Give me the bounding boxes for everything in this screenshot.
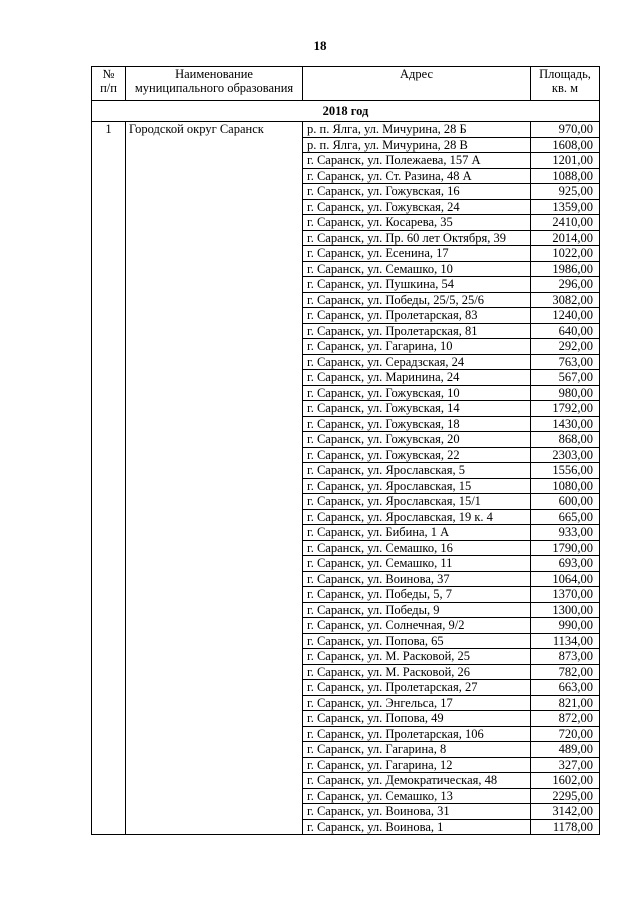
area-cell: 567,00 bbox=[531, 370, 600, 386]
table-header bbox=[92, 67, 600, 101]
area-cell: 782,00 bbox=[531, 664, 600, 680]
housing-register-table bbox=[91, 66, 600, 835]
address-cell: г. Саранск, ул. Попова, 49 bbox=[303, 711, 531, 727]
area-cell: 1064,00 bbox=[531, 571, 600, 587]
address-cell: г. Саранск, ул. Пролетарская, 83 bbox=[303, 308, 531, 324]
area-cell: 1370,00 bbox=[531, 587, 600, 603]
address-cell: г. Саранск, ул. М. Расковой, 25 bbox=[303, 649, 531, 665]
area-cell: 489,00 bbox=[531, 742, 600, 758]
area-cell: 868,00 bbox=[531, 432, 600, 448]
area-cell: 663,00 bbox=[531, 680, 600, 696]
area-cell: 665,00 bbox=[531, 509, 600, 525]
address-cell: г. Саранск, ул. Гожувская, 16 bbox=[303, 184, 531, 200]
address-cell: г. Саранск, ул. Гожувская, 10 bbox=[303, 385, 531, 401]
area-cell: 2303,00 bbox=[531, 447, 600, 463]
address-cell: г. Саранск, ул. Воинова, 1 bbox=[303, 819, 531, 835]
address-cell: г. Саранск, ул. Семашко, 11 bbox=[303, 556, 531, 572]
address-cell: г. Саранск, ул. Ярославская, 15 bbox=[303, 478, 531, 494]
area-cell: 933,00 bbox=[531, 525, 600, 541]
address-cell: г. Саранск, ул. Гагарина, 10 bbox=[303, 339, 531, 355]
area-cell: 2295,00 bbox=[531, 788, 600, 804]
address-cell: г. Саранск, ул. Демократическая, 48 bbox=[303, 773, 531, 789]
address-cell: г. Саранск, ул. Гагарина, 12 bbox=[303, 757, 531, 773]
address-cell: г. Саранск, ул. Маринина, 24 bbox=[303, 370, 531, 386]
area-cell: 821,00 bbox=[531, 695, 600, 711]
address-cell: г. Саранск, ул. Гожувская, 22 bbox=[303, 447, 531, 463]
area-cell: 720,00 bbox=[531, 726, 600, 742]
address-cell: г. Саранск, ул. Косарева, 35 bbox=[303, 215, 531, 231]
area-cell: 2410,00 bbox=[531, 215, 600, 231]
area-cell: 873,00 bbox=[531, 649, 600, 665]
area-cell: 3142,00 bbox=[531, 804, 600, 820]
address-cell: г. Саранск, ул. Серадзская, 24 bbox=[303, 354, 531, 370]
address-cell: г. Саранск, ул. Пушкина, 54 bbox=[303, 277, 531, 293]
area-cell: 1608,00 bbox=[531, 137, 600, 153]
header-address-label: Адрес bbox=[399, 67, 434, 81]
address-cell: г. Саранск, ул. Бибина, 1 А bbox=[303, 525, 531, 541]
header-area-line2: кв. м bbox=[551, 81, 579, 95]
address-cell: г. Саранск, ул. Гожувская, 24 bbox=[303, 199, 531, 215]
area-cell: 1300,00 bbox=[531, 602, 600, 618]
municipality-name: Городской округ Саранск bbox=[126, 122, 303, 835]
header-municipality bbox=[126, 67, 303, 101]
address-cell: г. Саранск, ул. Ст. Разина, 48 А bbox=[303, 168, 531, 184]
year-heading: 2018 год bbox=[92, 101, 600, 122]
area-cell: 1430,00 bbox=[531, 416, 600, 432]
address-cell: г. Саранск, ул. Ярославская, 19 к. 4 bbox=[303, 509, 531, 525]
area-cell: 1792,00 bbox=[531, 401, 600, 417]
address-cell: г. Саранск, ул. Воинова, 37 bbox=[303, 571, 531, 587]
address-cell: г. Саранск, ул. Гожувская, 18 bbox=[303, 416, 531, 432]
table-row bbox=[92, 122, 600, 138]
area-cell: 1556,00 bbox=[531, 463, 600, 479]
area-cell: 1790,00 bbox=[531, 540, 600, 556]
area-cell: 925,00 bbox=[531, 184, 600, 200]
entry-number: 1 bbox=[92, 122, 126, 835]
area-cell: 640,00 bbox=[531, 323, 600, 339]
address-cell: г. Саранск, ул. Пр. 60 лет Октября, 39 bbox=[303, 230, 531, 246]
address-cell: г. Саранск, ул. Семашко, 16 bbox=[303, 540, 531, 556]
address-cell: г. Саранск, ул. М. Расковой, 26 bbox=[303, 664, 531, 680]
header-number bbox=[92, 67, 126, 101]
area-cell: 2014,00 bbox=[531, 230, 600, 246]
address-cell: г. Саранск, ул. Пролетарская, 27 bbox=[303, 680, 531, 696]
area-cell: 1986,00 bbox=[531, 261, 600, 277]
header-municipality-line2: муниципального образования bbox=[134, 81, 294, 95]
page-number: 18 bbox=[313, 38, 327, 53]
area-cell: 1240,00 bbox=[531, 308, 600, 324]
address-cell: г. Саранск, ул. Победы, 9 bbox=[303, 602, 531, 618]
header-area-line1: Площадь, bbox=[539, 67, 591, 81]
address-cell: г. Саранск, ул. Гожувская, 20 bbox=[303, 432, 531, 448]
area-cell: 990,00 bbox=[531, 618, 600, 634]
address-cell: г. Саранск, ул. Ярославская, 15/1 bbox=[303, 494, 531, 510]
address-cell: р. п. Ялга, ул. Мичурина, 28 В bbox=[303, 137, 531, 153]
address-cell: г. Саранск, ул. Семашко, 10 bbox=[303, 261, 531, 277]
area-cell: 600,00 bbox=[531, 494, 600, 510]
area-cell: 296,00 bbox=[531, 277, 600, 293]
area-cell: 1602,00 bbox=[531, 773, 600, 789]
header-number-line1: № bbox=[102, 67, 115, 81]
area-cell: 763,00 bbox=[531, 354, 600, 370]
address-cell: г. Саранск, ул. Гагарина, 8 bbox=[303, 742, 531, 758]
address-cell: г. Саранск, ул. Семашко, 13 bbox=[303, 788, 531, 804]
address-cell: г. Саранск, ул. Энгельса, 17 bbox=[303, 695, 531, 711]
address-cell: г. Саранск, ул. Воинова, 31 bbox=[303, 804, 531, 820]
address-cell: г. Саранск, ул. Победы, 25/5, 25/6 bbox=[303, 292, 531, 308]
table-body bbox=[92, 122, 600, 835]
address-cell: г. Саранск, ул. Победы, 5, 7 bbox=[303, 587, 531, 603]
address-cell: г. Саранск, ул. Пролетарская, 81 bbox=[303, 323, 531, 339]
header-address bbox=[303, 67, 531, 101]
header-number-line2: п/п bbox=[100, 81, 117, 95]
area-cell: 872,00 bbox=[531, 711, 600, 727]
address-cell: г. Саранск, ул. Ярославская, 5 bbox=[303, 463, 531, 479]
area-cell: 1359,00 bbox=[531, 199, 600, 215]
header-municipality-line1: Наименование bbox=[175, 67, 253, 81]
area-cell: 1178,00 bbox=[531, 819, 600, 835]
area-cell: 980,00 bbox=[531, 385, 600, 401]
address-cell: г. Саранск, ул. Попова, 65 bbox=[303, 633, 531, 649]
area-cell: 1080,00 bbox=[531, 478, 600, 494]
area-cell: 693,00 bbox=[531, 556, 600, 572]
address-cell: г. Саранск, ул. Солнечная, 9/2 bbox=[303, 618, 531, 634]
header-area bbox=[531, 67, 600, 101]
area-cell: 970,00 bbox=[531, 122, 600, 138]
area-cell: 3082,00 bbox=[531, 292, 600, 308]
address-cell: г. Саранск, ул. Пролетарская, 106 bbox=[303, 726, 531, 742]
area-cell: 292,00 bbox=[531, 339, 600, 355]
address-cell: г. Саранск, ул. Гожувская, 14 bbox=[303, 401, 531, 417]
area-cell: 327,00 bbox=[531, 757, 600, 773]
address-cell: г. Саранск, ул. Полежаева, 157 А bbox=[303, 153, 531, 169]
address-cell: р. п. Ялга, ул. Мичурина, 28 Б bbox=[303, 122, 531, 138]
address-cell: г. Саранск, ул. Есенина, 17 bbox=[303, 246, 531, 262]
area-cell: 1022,00 bbox=[531, 246, 600, 262]
area-cell: 1088,00 bbox=[531, 168, 600, 184]
area-cell: 1201,00 bbox=[531, 153, 600, 169]
area-cell: 1134,00 bbox=[531, 633, 600, 649]
